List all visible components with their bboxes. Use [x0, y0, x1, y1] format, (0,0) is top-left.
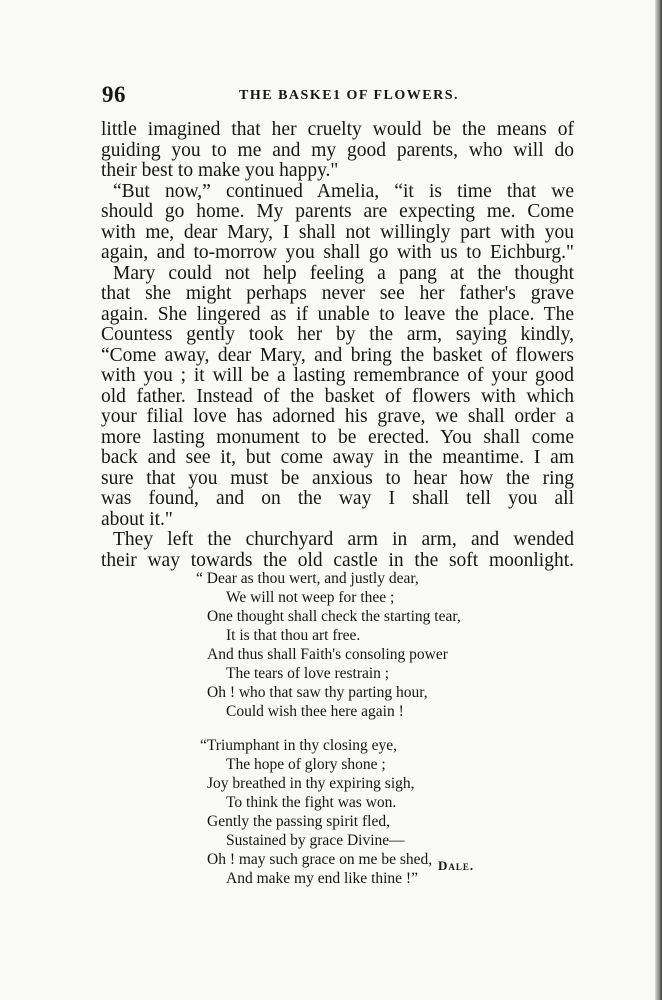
poem-line: The hope of glory shone ; [226, 756, 386, 773]
poem-line: “ Dear as thou wert, and justly dear, [196, 570, 419, 587]
prose-line: your filial love has adorned his grave, we shall order a [101, 406, 574, 427]
poem-line: To think the fight was won. [226, 794, 397, 811]
poem-line: Joy breathed in thy expiring sigh, [207, 775, 415, 792]
poem-line: One thought shall check the starting tear, [207, 608, 461, 625]
prose-line: “Come away, dear Mary, and bring the basket of flowers [101, 344, 574, 366]
prose-line: They left the churchyard arm in arm, and wended [113, 529, 574, 550]
poem-line: The tears of love restrain ; [226, 665, 390, 682]
page-edge-shadow [655, 0, 662, 1000]
prose-line: with you ; it will be a lasting remembrance of your good [101, 365, 574, 386]
prose-line: about it." [101, 508, 173, 530]
prose-line: Countess gently took her by the arm, saying kindly, [101, 324, 574, 345]
prose-line: sure that you must be anxious to hear how the ring [101, 467, 574, 489]
poem-line: And thus shall Faith's consoling power [207, 646, 448, 663]
prose-line: more lasting monument to be erected. You shall come [101, 426, 574, 448]
prose-line: guiding you to me and my good parents, who will do [101, 139, 574, 161]
prose-line: that she might perhaps never see her father's grave [101, 283, 574, 304]
poem-line: Oh ! who that saw thy parting hour, [207, 684, 428, 701]
prose-line: little imagined that her cruelty would be the means of [101, 119, 574, 140]
prose-line: again, and to-morrow you shall go with us to Eichburg." [101, 242, 574, 263]
prose-line: their best to make you happy." [101, 160, 339, 181]
prose-line: with me, dear Mary, I shall not willingly part with you [101, 221, 574, 243]
poem-line: Could wish thee here again ! [226, 703, 404, 720]
prose-line: Mary could not help feeling a pang at the thought [113, 262, 574, 284]
poem-line: “Triumphant in thy closing eye, [200, 737, 398, 754]
poem-line: We will not weep for thee ; [226, 589, 395, 606]
prose-line: “But now,” continued Amelia, “it is time that we [113, 180, 574, 202]
poem-line: Oh ! may such grace on me be shed, [207, 851, 433, 868]
poem-line: And make my end like thine !” [226, 870, 418, 887]
running-head: THE BASKE1 OF FLOWERS. [239, 88, 459, 103]
poem-line: Sustained by grace Divine— [226, 832, 405, 849]
poem-line: Gently the passing spirit fled, [207, 813, 390, 830]
prose-line: back and see it, but come away in the meantime. I am [101, 447, 574, 468]
page-number: 96 [102, 82, 126, 107]
poem-signature: Dale. [438, 858, 475, 873]
prose-line: should go home. My parents are expecting me. Come [101, 201, 574, 222]
prose-line: their way towards the old castle in the soft moonlight. [101, 549, 574, 571]
poem-line: It is that thou art free. [226, 627, 361, 644]
prose-line: old father. Instead of the basket of flowers with which [101, 385, 574, 407]
prose-line: again. She lingered as if unable to leave the place. The [101, 303, 574, 325]
prose-body [101, 120, 574, 571]
page-header [102, 82, 570, 110]
prose-line: was found, and on the way I shall tell you all [101, 488, 574, 509]
